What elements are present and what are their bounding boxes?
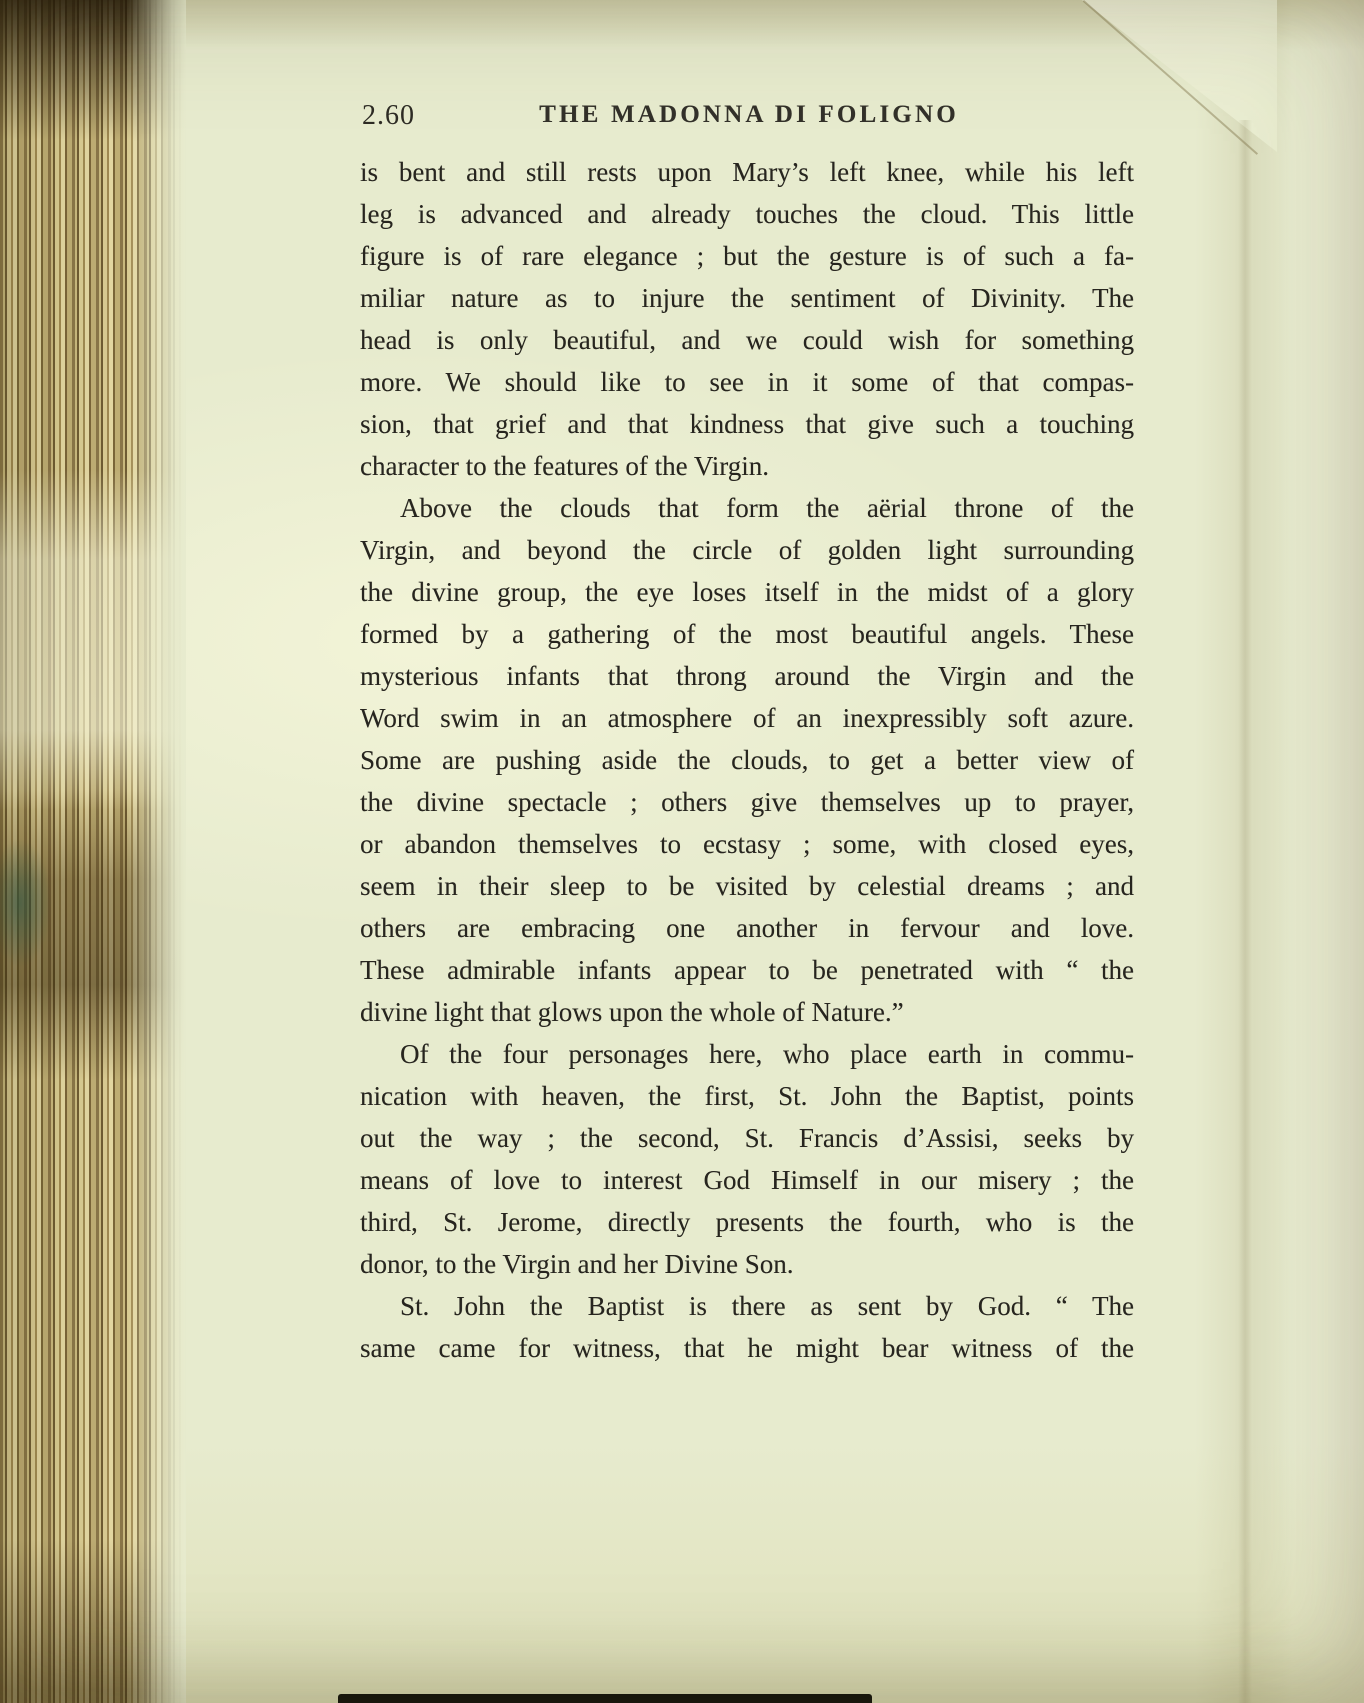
- text-line: same came for witness, that he might bear witness of the: [360, 1333, 1134, 1363]
- text-line: donor, to the Virgin and her Divine Son.: [360, 1249, 794, 1279]
- text-line: leg is advanced and already touches the cloud. This little: [360, 199, 1134, 229]
- text-block: [360, 151, 1134, 1369]
- paragraph: [360, 487, 1134, 1033]
- text-line: mysterious infants that throng around the Virgin and the: [360, 661, 1134, 691]
- page-edge-crease: [1238, 120, 1252, 1703]
- text-line: divine light that glows upon the whole of Nature.”: [360, 997, 904, 1027]
- text-line: means of love to interest God Himself in our misery ; the: [360, 1165, 1134, 1195]
- text-line: formed by a gathering of the most beautiful angels. These: [360, 619, 1134, 649]
- text-line: St. John the Baptist is there as sent by God. “ The: [400, 1291, 1134, 1321]
- edge-stain: [0, 838, 52, 968]
- text-line: Above the clouds that form the aërial throne of the: [400, 493, 1134, 523]
- text-line: These admirable infants appear to be penetrated with “ the: [360, 955, 1134, 985]
- running-title: THE MADONNA DI FOLIGNO: [539, 101, 959, 128]
- text-line: sion, that grief and that kindness that give such a touching: [360, 409, 1134, 439]
- text-line: the divine group, the eye loses itself in the midst of a glory: [360, 577, 1134, 607]
- text-line: more. We should like to see in it some of that compas-: [360, 367, 1134, 397]
- scan-edge-bar: [338, 1694, 872, 1703]
- running-header: [360, 98, 1138, 140]
- text-line: others are embracing one another in fervour and love.: [360, 913, 1134, 943]
- text-line: head is only beautiful, and we could wish for something: [360, 325, 1134, 355]
- paragraph: [360, 1033, 1134, 1285]
- text-line: Some are pushing aside the clouds, to get a better view of: [360, 745, 1134, 775]
- text-line: Of the four personages here, who place earth in commu-: [400, 1039, 1134, 1069]
- text-line: the divine spectacle ; others give themselves up to prayer,: [360, 787, 1134, 817]
- text-line: or abandon themselves to ecstasy ; some, with closed eyes,: [360, 829, 1134, 859]
- text-line: is bent and still rests upon Mary’s left knee, while his left: [360, 157, 1134, 187]
- text-line: seem in their sleep to be visited by celestial dreams ; and: [360, 871, 1134, 901]
- text-line: out the way ; the second, St. Francis d’Assisi, seeks by: [360, 1123, 1134, 1153]
- paragraph: [360, 1285, 1134, 1369]
- text-line: character to the features of the Virgin.: [360, 451, 769, 481]
- text-line: nication with heaven, the first, St. John the Baptist, points: [360, 1081, 1134, 1111]
- text-line: Virgin, and beyond the circle of golden light surrounding: [360, 535, 1134, 565]
- paragraph: [360, 151, 1134, 487]
- page-number: 2.60: [362, 100, 415, 131]
- text-line: miliar nature as to injure the sentiment of Divinity. The: [360, 283, 1134, 313]
- text-line: third, St. Jerome, directly presents the fourth, who is the: [360, 1207, 1134, 1237]
- text-line: Word swim in an atmosphere of an inexpressibly soft azure.: [360, 703, 1134, 733]
- text-line: figure is of rare elegance ; but the gesture is of such a fa-: [360, 241, 1134, 271]
